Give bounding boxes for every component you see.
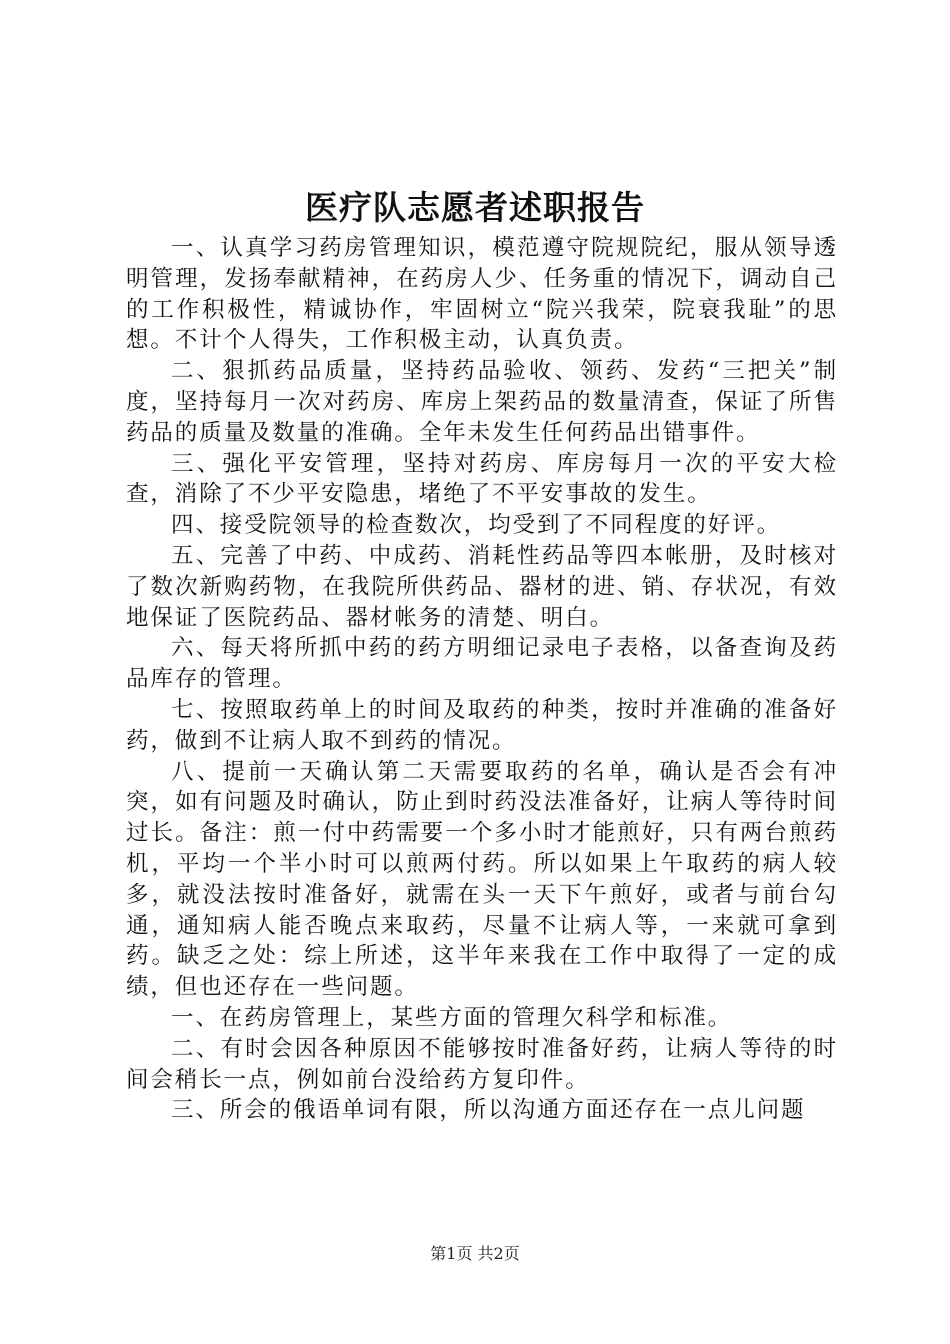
paragraph: 六、每天将所抓中药的药方明细记录电子表格，以备查询及药品库存的管理。 [126, 635, 838, 693]
paragraph: 二、有时会因各种原因不能够按时准备好药，让病人等待的时间会稍长一点，例如前台没给药方复印件。 [126, 1035, 838, 1093]
paragraph: 一、在药房管理上，某些方面的管理欠科学和标准。 [171, 1004, 733, 1031]
paragraph: 二、狠抓药品质量，坚持药品验收、领药、发药“三把关”制度，坚持每月一次对药房、库房上架药品的数量清查，保证了所售药品的质量及数量的准确。全年未发生任何药品出错事件。 [126, 358, 838, 446]
page-number-footer: 第1页 共2页 [430, 1244, 520, 1263]
document-body [126, 233, 838, 1126]
document-title: 医疗队志愿者述职报告 [305, 188, 645, 227]
paragraph: 三、强化平安管理，坚持对药房、库房每月一次的平安大检查，消除了不少平安隐患，堵绝了不平安事故的发生。 [126, 450, 838, 508]
paragraph: 一、认真学习药房管理知识，模范遵守院规院纪，服从领导透明管理，发扬奉献精神，在药房人少、任务重的情况下，调动自己的工作积极性，精诚协作，牢固树立“院兴我荣，院衰我耻”的思想。不计个人得失，工作积极主动，认真负责。 [126, 235, 838, 354]
paragraph: 五、完善了中药、中成药、消耗性药品等四本帐册，及时核对了数次新购药物，在我院所供药品、器材的进、销、存状况，有效地保证了医院药品、器材帐务的清楚、明白。 [126, 542, 838, 631]
paragraph: 三、所会的俄语单词有限，所以沟通方面还存在一点儿问题 [171, 1097, 806, 1124]
paragraph: 八、提前一天确认第二天需要取药的名单，确认是否会有冲突，如有问题及时确认，防止到时药没法准备好，让病人等待时间过长。备注：煎一付中药需要一个多小时才能煎好，只有两台煎药机，平均一个半小时可以煎两付药。所以如果上午取药的病人较多，就没法按时准备好，就需在头一天下午煎好，或者与前台勾通，通知病人能否晚点来取药，尽量不让病人等，一来就可拿到药。缺乏之处：综上所述，这半年来我在工作中取得了一定的成绩，但也还存在一些问题。 [126, 758, 838, 1001]
paragraph: 四、接受院领导的检查数次，均受到了不同程度的好评。 [171, 512, 782, 539]
paragraph: 七、按照取药单上的时间及取药的种类，按时并准确的准备好药，做到不让病人取不到药的情况。 [126, 696, 838, 754]
